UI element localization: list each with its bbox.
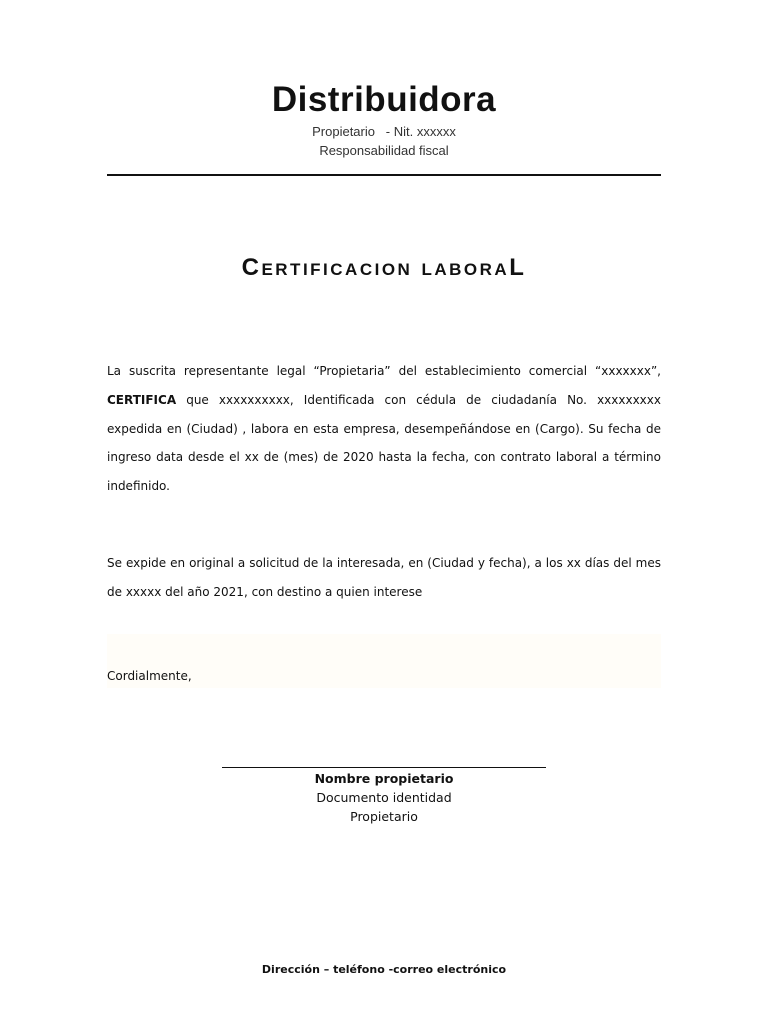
signatory-document: Documento identidad xyxy=(316,790,452,805)
closing-salutation: Cordialmente, xyxy=(107,669,192,683)
fiscal-responsibility-line: Responsabilidad fiscal xyxy=(319,143,449,158)
certification-paragraph xyxy=(107,357,661,501)
owner-nit-line: Propietario - Nit. xxxxxx xyxy=(312,124,456,139)
signature-line xyxy=(222,767,546,768)
footer-contact-info: Dirección – teléfono -correo electrónico xyxy=(261,963,507,976)
certifica-keyword: CERTIFICA xyxy=(107,392,177,407)
header-divider xyxy=(107,174,661,176)
paragraph-intro: La suscrita representante legal “Propietaria” del establecimiento comercial “xxxxxxx”, xyxy=(107,364,661,378)
signatory-role: Propietario xyxy=(350,809,418,824)
document-title-main: Certificacion labora xyxy=(241,254,510,281)
document-title-last-letter: L xyxy=(509,254,527,281)
document-title xyxy=(0,254,768,282)
signatory-name: Nombre propietario xyxy=(314,771,454,786)
company-name: Distribuidora xyxy=(271,80,497,119)
issuance-paragraph: Se expide en original a solicitud de la interesada, en (Ciudad y fecha), a los xx días del mes de xxxxx del año 2021, con destino a quien interese xyxy=(107,556,661,599)
paragraph-details: que xxxxxxxxxx, Identificada con cédula de ciudadanía No. xxxxxxxxx expedida en (Ciudad) , labora en esta empresa, desempeñándose en (Cargo). Su fecha de ingreso data desde el xx de (mes) de 2020 hasta la fecha, con contrato laboral a término indefinido. xyxy=(107,392,661,494)
